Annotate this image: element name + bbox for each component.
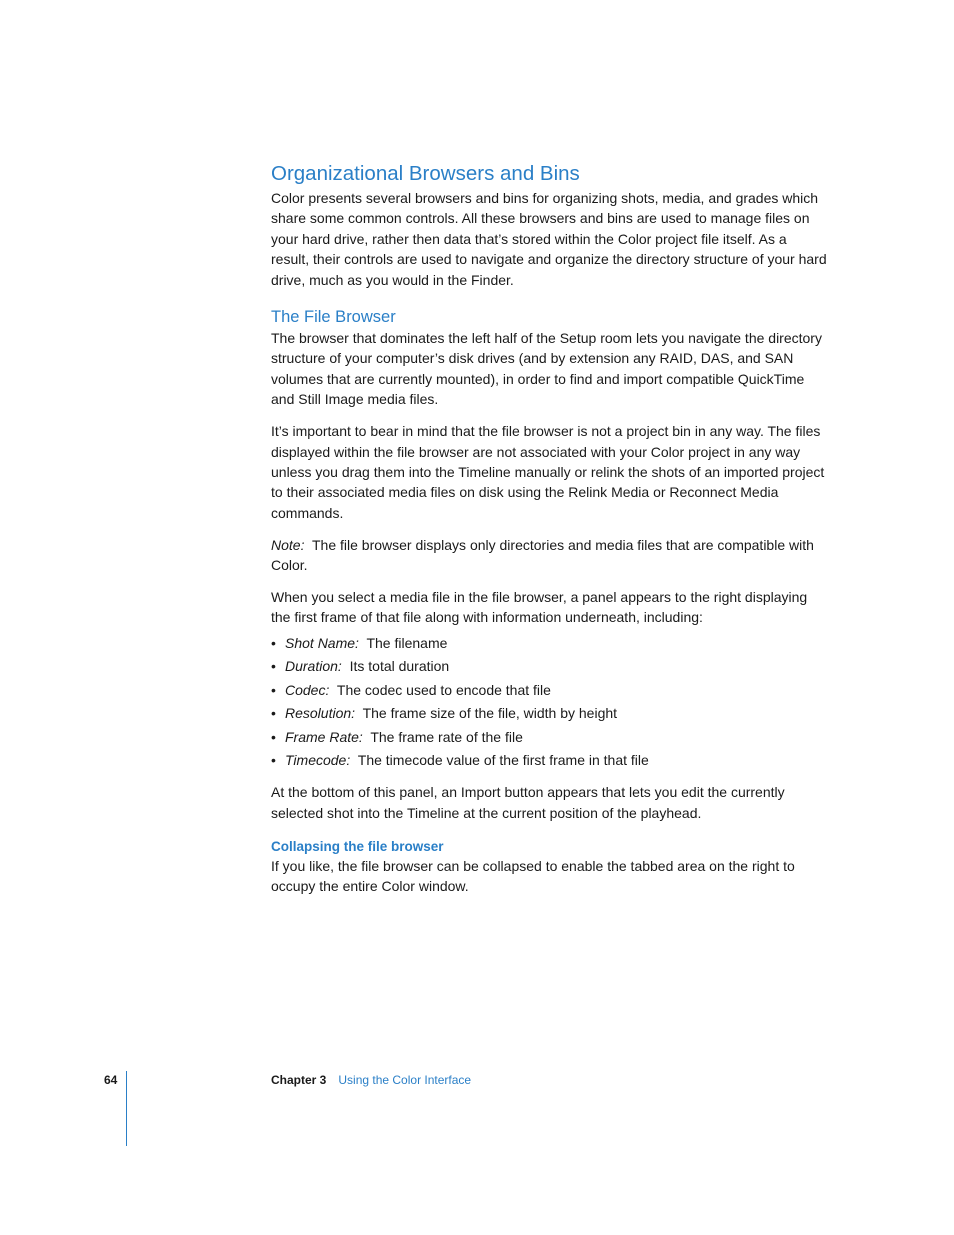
list-item: • Duration: Its total duration <box>271 658 450 675</box>
file-browser-paragraph-2: It’s important to bear in mind that the file browser is not a project bin in any way. The files displayed within the file browser are not associated with your Color project in any way unless you drag them into the Timeline manually or relink the shots of an imported project to their associated media files on disk using the Relink Media or Reconnect Media commands. <box>271 423 825 521</box>
note-label: Note: <box>271 536 305 553</box>
file-browser-paragraph-3: When you select a media file in the file browser, a panel appears to the right displaying the first frame of that file along with information underneath, including: <box>271 589 808 626</box>
intro-paragraph: Color presents several browsers and bins for organizing shots, media, and grades which share some common controls. All these browsers and bins are used to manage files on your hard drive, rather then data that’s stored within the Color project file itself. As a result, their controls are used to navigate and organize the directory structure of your hard drive, much as you would in the Finder. <box>271 190 827 288</box>
subsection-heading-file-browser: The File Browser <box>271 308 396 327</box>
subsection-heading-collapsing: Collapsing the file browser <box>271 839 444 855</box>
note-paragraph <box>271 535 827 576</box>
file-browser-paragraph-4: At the bottom of this panel, an Import button appears that lets you edit the currently selected shot into the Timeline at the current position of the playhead. <box>271 784 785 821</box>
section-heading: Organizational Browsers and Bins <box>271 162 580 185</box>
list-item: • Codec: The codec used to encode that file <box>271 681 551 698</box>
list-item: • Resolution: The frame size of the file, width by height <box>271 705 618 722</box>
collapsing-paragraph: If you like, the file browser can be collapsed to enable the tabbed area on the right to occupy the entire Color window. <box>271 858 795 895</box>
footer-chapter <box>271 1073 471 1087</box>
page-content <box>271 160 827 897</box>
note-text: The file browser displays only directories and media files that are compatible with Color. <box>271 536 814 574</box>
info-list <box>271 633 827 771</box>
list-item: • Timecode: The timecode value of the first frame in that file <box>271 752 649 769</box>
list-item: • Shot Name: The filename <box>271 634 448 651</box>
chapter-title: Using the Color Interface <box>338 1073 472 1087</box>
chapter-label: Chapter 3 <box>271 1073 327 1087</box>
page-number: 64 <box>104 1073 118 1087</box>
footer-rule <box>126 1071 127 1146</box>
list-item: • Frame Rate: The frame rate of the file <box>271 728 523 745</box>
file-browser-paragraph-1: The browser that dominates the left half of the Setup room lets you navigate the directory structure of your computer’s disk drives (and by extension any RAID, DAS, and SAN volumes that are currently mounted), in order to find and import compatible QuickTime and Still Image media files. <box>271 330 822 408</box>
